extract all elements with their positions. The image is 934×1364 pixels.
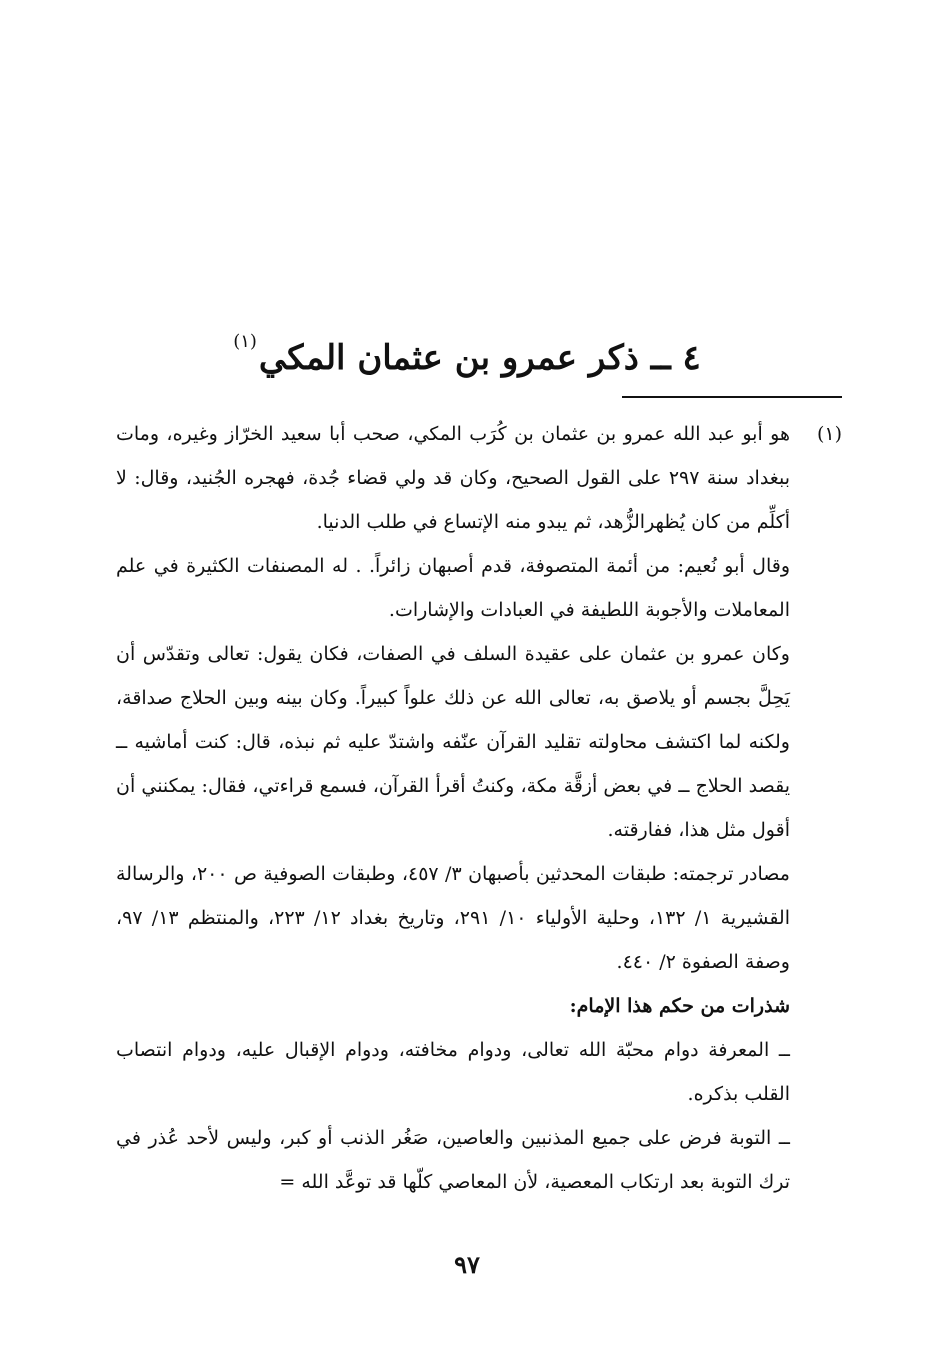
footnote-separator (622, 396, 842, 398)
title-footnote-ref: (١) (233, 331, 257, 352)
saying-item: ــ التوبة فرض على جميع المذنبين والعاصين، صَغُر الذنب أو كبر، وليس لأحد عُذر في ترك التوبة بعد ارتكاب المعصية، لأن المعاصي كلّها قد توعَّد الله = (116, 1127, 790, 1193)
footnote-paragraph-creed: وكان عمرو بن عثمان على عقيدة السلف في الصفات، فكان يقول: تعالى وتقدّس أن يَحِلَّ بجسم أو يلاصق به، تعالى الله عن ذلك علواً كبيراً. وكان بينه وبين الحلاج صداقة، ولكنه لما اكتشف محاولته تقليد القرآن عنّفه واشتدّ عليه ثم نبذه، قال: كنت أماشيه ــ يقصد الحلاج ــ في بعض أزقَّة مكة، وكنتُ أقرأ القرآن، فسمع قراءتي، فقال: يمكنني أن أقول مثل هذا، ففارقته. (116, 643, 790, 841)
saying-item: ــ المعرفة دوام محبّة الله تعالى، ودوام مخافته، ودوام الإقبال عليه، ودوام انتصاب القلب بذكره. (116, 1039, 790, 1105)
footnote-paragraph-abu-nuaym: وقال أبو نُعيم: من أئمة المتصوفة، قدم أصبهان زائراً. . له المصنفات الكثيرة في علم المعاملات والأجوبة اللطيفة في العبادات والإشارات. (116, 555, 790, 621)
footnote-marker: (١) (816, 423, 842, 445)
chapter-title (0, 312, 934, 388)
page-number: ٩٧ (454, 1250, 480, 1279)
footnote-paragraph-biography: هو أبو عبد الله عمرو بن عثمان بن كُرَب المكي، صحب أبا سعيد الخرّاز وغيره، ومات ببغداد سنة ٢٩٧ على القول الصحيح، وكان قد ولي قضاء جُدة، فهجره الجُنيد، وقال: لا أكلِّم من كان يُظهرالزُّهد، ثم يبدو منه الإتساع في طلب الدنيا. (116, 423, 790, 533)
footnote-paragraph-sources: مصادر ترجمته: طبقات المحدثين بأصبهان ٣/ ٤٥٧، وطبقات الصوفية ص ٢٠٠، والرسالة القشيرية ١/ ١٣٢، وحلية الأولياء ١٠/ ٢٩١، وتاريخ بغداد ١٢/ ٢٢٣، والمنتظم ١٣/ ٩٧، وصفة الصفوة ٢/ ٤٤٠. (116, 863, 790, 973)
sayings-heading: شذرات من حكم هذا الإمام: (569, 995, 790, 1017)
footnote-body (116, 412, 790, 1204)
chapter-title-text: ٤ ــ ذكر عمرو بن عثمان المكي (258, 338, 701, 378)
